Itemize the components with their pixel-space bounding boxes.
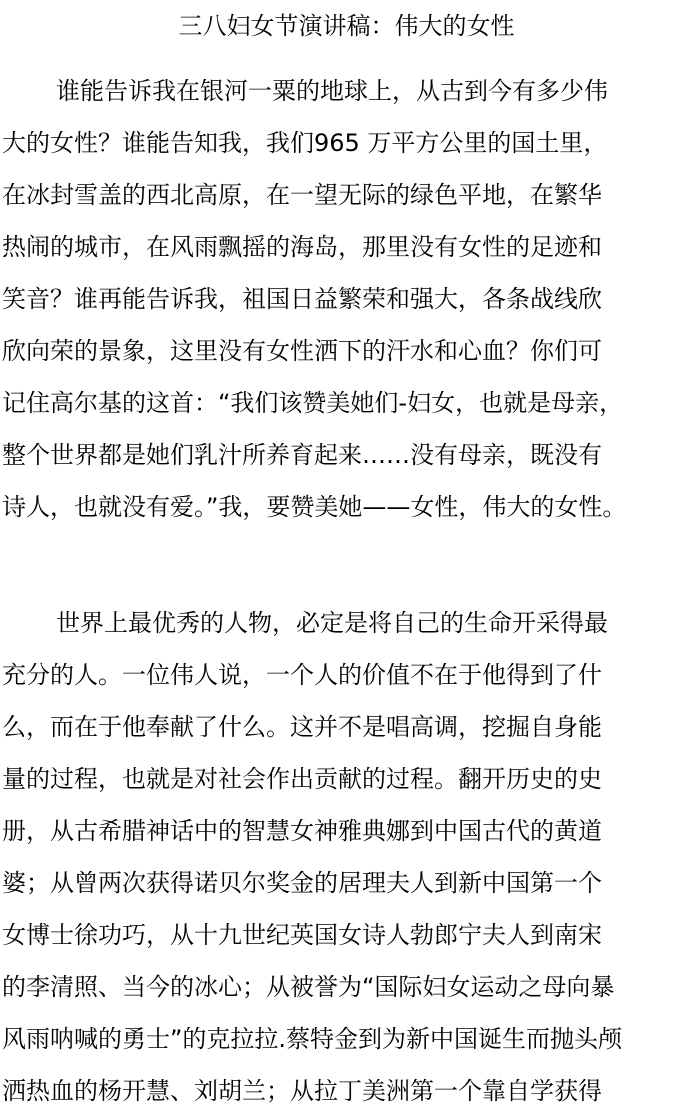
text-line: 整个世界都是她们乳汁所养育起来……没有母亲，既没有 [2, 441, 602, 469]
text-line: 充分的人。一位伟人说，一个人的价值不在于他得到了什 [2, 661, 602, 689]
text-line: 册，从古希腊神话中的智慧女神雅典娜到中国古代的黄道 [2, 817, 602, 845]
text-line: 大的女性？谁能告知我，我们965 万平方公里的国土里， [2, 129, 608, 157]
text-line: 谁能告诉我在银河一粟的地球上，从古到今有多少伟 [56, 77, 608, 105]
document-title: 三八妇女节演讲稿：伟大的女性 [178, 12, 515, 40]
text-line: 在冰封雪盖的西北高原，在一望无际的绿色平地，在繁华 [2, 181, 602, 209]
text-line: 洒热血的杨开慧、刘胡兰；从拉丁美洲第一个靠自学获得 [2, 1077, 602, 1105]
text-line: 的李清照、当今的冰心；从被誉为“国际妇女运动之母向暴 [2, 973, 615, 1001]
text-line: 记住高尔基的这首：“我们该赞美她们-妇女，也就是母亲， [2, 389, 624, 417]
text-line: 世界上最优秀的人物，必定是将自己的生命开采得最 [56, 609, 608, 637]
text-line: 风雨呐喊的勇士”的克拉拉.蔡特金到为新中国诞生而抛头颅 [2, 1025, 623, 1053]
text-line: 婆；从曾两次获得诺贝尔奖金的居理夫人到新中国第一个 [2, 869, 602, 897]
text-line: 么，而在于他奉献了什么。这并不是唱高调，挖掘自身能 [2, 713, 602, 741]
text-line: 女博士徐功巧，从十九世纪英国女诗人勃郎宁夫人到南宋 [2, 921, 602, 949]
text-line: 热闹的城市，在风雨飘摇的海岛，那里没有女性的足迹和 [2, 233, 602, 261]
paragraph-2 [2, 597, 693, 1117]
text-line: 量的过程，也就是对社会作出贡献的过程。翻开历史的史 [2, 765, 602, 793]
text-line: 诗人，也就没有爱。”我，要赞美她——女性，伟大的女性。 [2, 493, 627, 521]
paragraph-1 [2, 65, 693, 533]
text-line: 欣向荣的景象，这里没有女性洒下的汗水和心血？你们可 [2, 337, 602, 365]
text-line: 笑音？谁再能告诉我，祖国日益繁荣和强大，各条战线欣 [2, 285, 602, 313]
